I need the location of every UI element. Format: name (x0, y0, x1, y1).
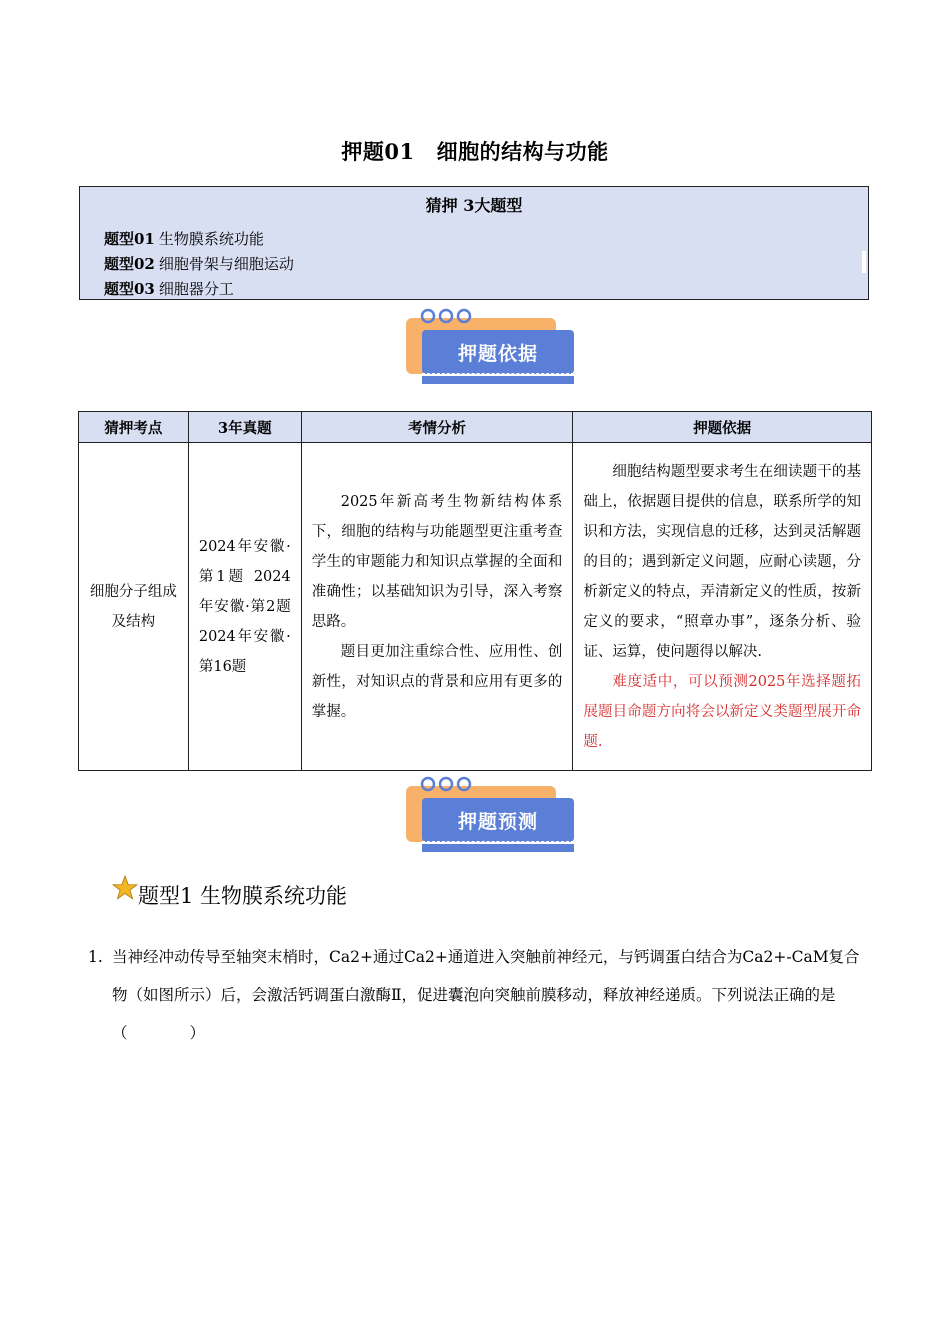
question-item (88, 938, 868, 1052)
banner-label: 押题依据 (422, 330, 574, 374)
margin-marker (862, 251, 866, 273)
summary-item (104, 227, 294, 252)
basis-table (78, 411, 872, 771)
basis-paragraph: 细胞结构题型要求考生在细读题干的基础上，依据题目提供的信息，联系所学的知识和方法，实现信息的迁移，达到灵活解题的目的；遇到新定义问题，应耐心读题，分析新定义的特点，弄清新定义的性质，按新定义的要求，“照章办事”，逐条分析、验证、运算，使问题得以解决. (583, 463, 861, 660)
binder-rings-icon (418, 306, 478, 326)
summary-list (104, 227, 294, 302)
banner-label: 押题预测 (422, 798, 574, 842)
analysis-paragraph: 2025年新高考生物新结构体系下，细胞的结构与功能题型更注重考查学生的审题能力和知识点掌握的全面和准确性；以基础知识为引导，深入考察思路。 (311, 493, 563, 630)
table-row (79, 443, 872, 771)
column-header: 3年真题 (188, 412, 301, 443)
exams-cell: 2024年安徽·第1题 2024年安徽·第2题 2024年安徽·第16题 (188, 443, 301, 771)
summary-heading: 猜押 3大题型 (425, 196, 523, 215)
topic-cell: 细胞分子组成及结构 (79, 443, 189, 771)
title-number: 押题01 (341, 139, 415, 164)
basis-highlight-paragraph: 难度适中，可以预测2025年选择题拓展题目命题方向将会以新定义类题型展开命题. (583, 673, 861, 750)
summary-item-label: 题型01 (104, 230, 155, 248)
page-title (0, 136, 950, 166)
summary-item-label: 题型02 (104, 255, 155, 273)
banner-underline (422, 844, 574, 852)
summary-item (104, 252, 294, 277)
question-number: 1. (88, 948, 103, 966)
title-text: 细胞的结构与功能 (436, 139, 609, 164)
table-header-row (79, 412, 872, 443)
column-header: 押题依据 (573, 412, 872, 443)
section-heading-text: 题型1 生物膜系统功能 (138, 884, 348, 908)
column-header: 考情分析 (301, 412, 573, 443)
analysis-cell (301, 443, 573, 771)
summary-item-text: 生物膜系统功能 (158, 230, 264, 248)
question-text: 当神经冲动传导至轴突末梢时，Ca2+通过Ca2+通道进入突触前神经元，与钙调蛋白结合为Ca2+-CaM复合物（如图所示）后，会激活钙调蛋白激酶Ⅱ，促进囊泡向突触前膜移动，释放神经递质。下列说法正确的是（ ） (112, 948, 860, 1042)
banner-underline (422, 376, 574, 384)
star-icon (112, 875, 138, 901)
summary-item (104, 277, 294, 302)
column-header: 猜押考点 (79, 412, 189, 443)
summary-item-text: 细胞骨架与细胞运动 (158, 255, 294, 273)
summary-item-text: 细胞器分工 (158, 280, 234, 298)
summary-item-label: 题型03 (104, 280, 155, 298)
analysis-paragraph: 题目更加注重综合性、应用性、创新性，对知识点的背景和应用有更多的掌握。 (311, 643, 563, 720)
section-heading (112, 880, 347, 910)
basis-cell (573, 443, 872, 771)
summary-box (79, 186, 869, 300)
binder-rings-icon (418, 774, 478, 794)
forecast-banner (404, 778, 576, 854)
basis-banner (404, 310, 576, 386)
